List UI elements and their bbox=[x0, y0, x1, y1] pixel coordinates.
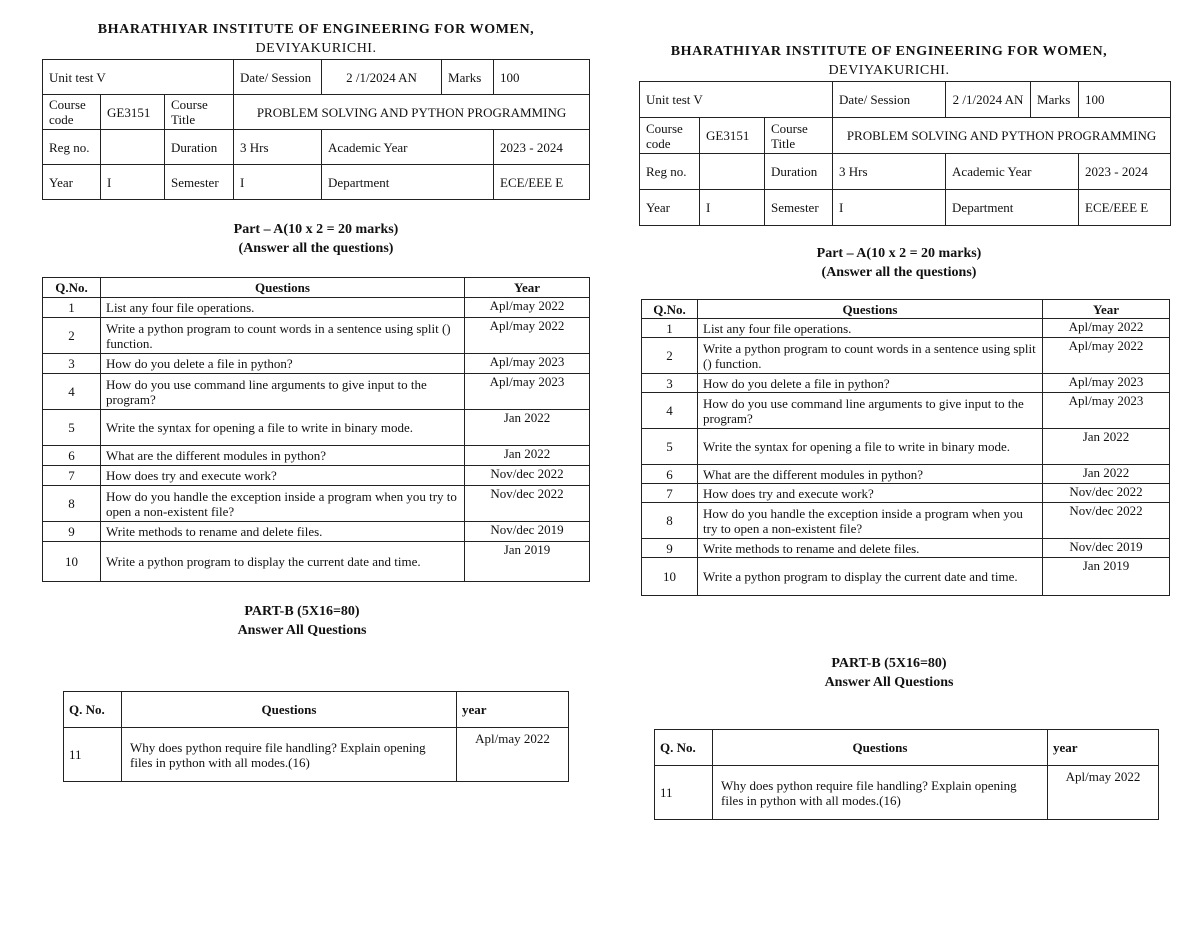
question-year: Jan 2022 bbox=[1043, 465, 1170, 484]
date-value: 2 /1/2024 AN bbox=[946, 82, 1031, 118]
table-row bbox=[43, 298, 590, 318]
qno: 9 bbox=[43, 522, 101, 542]
question-year: Jan 2022 bbox=[1043, 429, 1170, 465]
part-a-table bbox=[641, 299, 1170, 596]
table-row bbox=[43, 374, 590, 410]
table-row bbox=[655, 766, 1159, 820]
marks-label: Marks bbox=[1031, 82, 1079, 118]
question-year: Nov/dec 2019 bbox=[1043, 539, 1170, 558]
year-value: I bbox=[101, 165, 165, 200]
qno: 6 bbox=[642, 465, 698, 484]
question-year: Nov/dec 2019 bbox=[465, 522, 590, 542]
question-year: Nov/dec 2022 bbox=[1043, 503, 1170, 539]
question-text: How does try and execute work? bbox=[101, 466, 465, 486]
question-year: Apl/may 2023 bbox=[1043, 393, 1170, 429]
question-text: How do you handle the exception inside a program when you try to open a non-existent file? bbox=[698, 503, 1043, 539]
table-row bbox=[642, 558, 1170, 596]
question-text: How do you use command line arguments to give input to the program? bbox=[101, 374, 465, 410]
part-a-qno-header: Q.No. bbox=[43, 278, 101, 298]
institution-location: DEVIYAKURICHI. bbox=[828, 63, 950, 78]
table-row bbox=[642, 465, 1170, 484]
part-a-heading bbox=[42, 220, 590, 258]
question-text: Write a python program to display the current date and time. bbox=[101, 542, 465, 582]
part-b-heading bbox=[42, 602, 562, 640]
qno: 7 bbox=[642, 484, 698, 503]
question-text: Why does python require file handling? Explain opening files in python with all modes.(16) bbox=[122, 728, 457, 782]
department-label: Department bbox=[322, 165, 494, 200]
part-b-title: PART-B (5X16=80) bbox=[831, 656, 947, 671]
question-text: How do you use command line arguments to give input to the program? bbox=[698, 393, 1043, 429]
question-year: Apl/may 2023 bbox=[465, 354, 590, 374]
question-text: Write methods to rename and delete files. bbox=[698, 539, 1043, 558]
question-text: Write the syntax for opening a file to write in binary mode. bbox=[698, 429, 1043, 465]
table-row bbox=[642, 484, 1170, 503]
course-title-label: Course Title bbox=[165, 95, 234, 130]
qno: 7 bbox=[43, 466, 101, 486]
test-label: Unit test V bbox=[640, 82, 833, 118]
part-b-question-header: Questions bbox=[713, 730, 1048, 766]
year-label: Year bbox=[43, 165, 101, 200]
question-year: Apl/may 2022 bbox=[1048, 766, 1159, 820]
part-a-title: Part – A(10 x 2 = 20 marks) bbox=[816, 246, 982, 261]
part-a-subtitle: (Answer all the questions) bbox=[238, 241, 394, 256]
qno: 5 bbox=[43, 410, 101, 446]
part-a-title: Part – A(10 x 2 = 20 marks) bbox=[233, 222, 399, 237]
table-row bbox=[43, 354, 590, 374]
table-row bbox=[43, 410, 590, 446]
question-year: Jan 2022 bbox=[465, 446, 590, 466]
exam-info-table bbox=[639, 81, 1171, 226]
question-text: List any four file operations. bbox=[101, 298, 465, 318]
qno: 6 bbox=[43, 446, 101, 466]
question-year: Apl/may 2022 bbox=[1043, 338, 1170, 374]
question-year: Apl/may 2022 bbox=[457, 728, 569, 782]
exam-sheet-left bbox=[42, 22, 590, 782]
table-row bbox=[642, 503, 1170, 539]
academic-year-label: Academic Year bbox=[322, 130, 494, 165]
semester-value: I bbox=[833, 190, 946, 226]
qno: 11 bbox=[655, 766, 713, 820]
course-title-label: Course Title bbox=[765, 118, 833, 154]
course-code-value: GE3151 bbox=[700, 118, 765, 154]
institution-name: BHARATHIYAR INSTITUTE OF ENGINEERING FOR WOMEN, bbox=[670, 44, 1108, 59]
department-label: Department bbox=[946, 190, 1079, 226]
qno: 10 bbox=[43, 542, 101, 582]
table-row bbox=[43, 318, 590, 354]
marks-value: 100 bbox=[494, 60, 590, 95]
date-label: Date/ Session bbox=[234, 60, 322, 95]
exam-info-table bbox=[42, 59, 590, 200]
question-text: Write a python program to count words in a sentence using split () function. bbox=[101, 318, 465, 354]
test-label: Unit test V bbox=[43, 60, 234, 95]
qno: 9 bbox=[642, 539, 698, 558]
institution-location: DEVIYAKURICHI. bbox=[255, 41, 377, 56]
question-year: Nov/dec 2022 bbox=[1043, 484, 1170, 503]
qno: 4 bbox=[43, 374, 101, 410]
table-row bbox=[43, 542, 590, 582]
part-a-year-header: Year bbox=[1043, 300, 1170, 319]
part-b-title: PART-B (5X16=80) bbox=[244, 604, 360, 619]
part-b-subtitle: Answer All Questions bbox=[824, 675, 954, 690]
reg-no-label: Reg no. bbox=[43, 130, 101, 165]
table-row bbox=[43, 486, 590, 522]
qno: 1 bbox=[642, 319, 698, 338]
part-b-qno-header: Q. No. bbox=[655, 730, 713, 766]
department-value: ECE/EEE E bbox=[494, 165, 590, 200]
question-text: Write the syntax for opening a file to write in binary mode. bbox=[101, 410, 465, 446]
question-text: Why does python require file handling? Explain opening files in python with all modes.(16) bbox=[713, 766, 1048, 820]
question-year: Apl/may 2022 bbox=[465, 298, 590, 318]
table-row bbox=[43, 446, 590, 466]
question-text: How do you handle the exception inside a program when you try to open a non-existent file? bbox=[101, 486, 465, 522]
date-label: Date/ Session bbox=[833, 82, 946, 118]
table-row bbox=[642, 539, 1170, 558]
question-text: Write methods to rename and delete files. bbox=[101, 522, 465, 542]
year-label: Year bbox=[640, 190, 700, 226]
part-a-table bbox=[42, 277, 590, 582]
semester-value: I bbox=[234, 165, 322, 200]
qno: 3 bbox=[642, 374, 698, 393]
semester-label: Semester bbox=[765, 190, 833, 226]
question-year: Nov/dec 2022 bbox=[465, 486, 590, 522]
qno: 5 bbox=[642, 429, 698, 465]
duration-label: Duration bbox=[765, 154, 833, 190]
duration-value: 3 Hrs bbox=[833, 154, 946, 190]
table-row bbox=[64, 728, 569, 782]
table-row bbox=[642, 393, 1170, 429]
qno: 10 bbox=[642, 558, 698, 596]
course-title-value: PROBLEM SOLVING AND PYTHON PROGRAMMING bbox=[833, 118, 1171, 154]
part-a-year-header: Year bbox=[465, 278, 590, 298]
part-a-qno-header: Q.No. bbox=[642, 300, 698, 319]
part-b-subtitle: Answer All Questions bbox=[237, 623, 367, 638]
marks-label: Marks bbox=[442, 60, 494, 95]
table-row bbox=[642, 374, 1170, 393]
question-text: How does try and execute work? bbox=[698, 484, 1043, 503]
question-year: Apl/may 2023 bbox=[465, 374, 590, 410]
semester-label: Semester bbox=[165, 165, 234, 200]
part-b-question-header: Questions bbox=[122, 692, 457, 728]
question-text: What are the different modules in python? bbox=[698, 465, 1043, 484]
year-value: I bbox=[700, 190, 765, 226]
qno: 8 bbox=[642, 503, 698, 539]
reg-no-label: Reg no. bbox=[640, 154, 700, 190]
qno: 2 bbox=[43, 318, 101, 354]
question-year: Apl/may 2022 bbox=[1043, 319, 1170, 338]
question-text: What are the different modules in python? bbox=[101, 446, 465, 466]
question-year: Apl/may 2023 bbox=[1043, 374, 1170, 393]
academic-year-value: 2023 - 2024 bbox=[494, 130, 590, 165]
table-row bbox=[642, 429, 1170, 465]
course-title-value: PROBLEM SOLVING AND PYTHON PROGRAMMING bbox=[234, 95, 590, 130]
question-year: Jan 2022 bbox=[465, 410, 590, 446]
academic-year-value: 2023 - 2024 bbox=[1079, 154, 1171, 190]
department-value: ECE/EEE E bbox=[1079, 190, 1171, 226]
qno: 4 bbox=[642, 393, 698, 429]
qno: 11 bbox=[64, 728, 122, 782]
table-row bbox=[43, 466, 590, 486]
qno: 3 bbox=[43, 354, 101, 374]
part-b-year-header: year bbox=[1048, 730, 1159, 766]
table-row bbox=[642, 338, 1170, 374]
part-b-table bbox=[654, 729, 1159, 820]
question-year: Apl/may 2022 bbox=[465, 318, 590, 354]
exam-sheet-right bbox=[639, 44, 1170, 820]
date-value: 2 /1/2024 AN bbox=[322, 60, 442, 95]
qno: 8 bbox=[43, 486, 101, 522]
question-text: List any four file operations. bbox=[698, 319, 1043, 338]
part-a-subtitle: (Answer all the questions) bbox=[821, 265, 977, 280]
question-text: How do you delete a file in python? bbox=[698, 374, 1043, 393]
course-code-label: Course code bbox=[640, 118, 700, 154]
table-row bbox=[642, 319, 1170, 338]
part-b-year-header: year bbox=[457, 692, 569, 728]
institution-name: BHARATHIYAR INSTITUTE OF ENGINEERING FOR WOMEN, bbox=[97, 22, 535, 37]
part-a-question-header: Questions bbox=[101, 278, 465, 298]
part-b-qno-header: Q. No. bbox=[64, 692, 122, 728]
reg-no-value bbox=[700, 154, 765, 190]
part-b-table bbox=[63, 691, 569, 782]
part-a-question-header: Questions bbox=[698, 300, 1043, 319]
course-code-value: GE3151 bbox=[101, 95, 165, 130]
duration-value: 3 Hrs bbox=[234, 130, 322, 165]
marks-value: 100 bbox=[1079, 82, 1171, 118]
question-text: How do you delete a file in python? bbox=[101, 354, 465, 374]
question-year: Jan 2019 bbox=[465, 542, 590, 582]
table-row bbox=[43, 522, 590, 542]
question-year: Jan 2019 bbox=[1043, 558, 1170, 596]
qno: 1 bbox=[43, 298, 101, 318]
part-a-heading bbox=[669, 244, 1129, 282]
question-text: Write a python program to count words in a sentence using split () function. bbox=[698, 338, 1043, 374]
qno: 2 bbox=[642, 338, 698, 374]
duration-label: Duration bbox=[165, 130, 234, 165]
academic-year-label: Academic Year bbox=[946, 154, 1079, 190]
course-code-label: Course code bbox=[43, 95, 101, 130]
question-year: Nov/dec 2022 bbox=[465, 466, 590, 486]
question-text: Write a python program to display the current date and time. bbox=[698, 558, 1043, 596]
part-b-heading bbox=[659, 654, 1119, 692]
reg-no-value bbox=[101, 130, 165, 165]
